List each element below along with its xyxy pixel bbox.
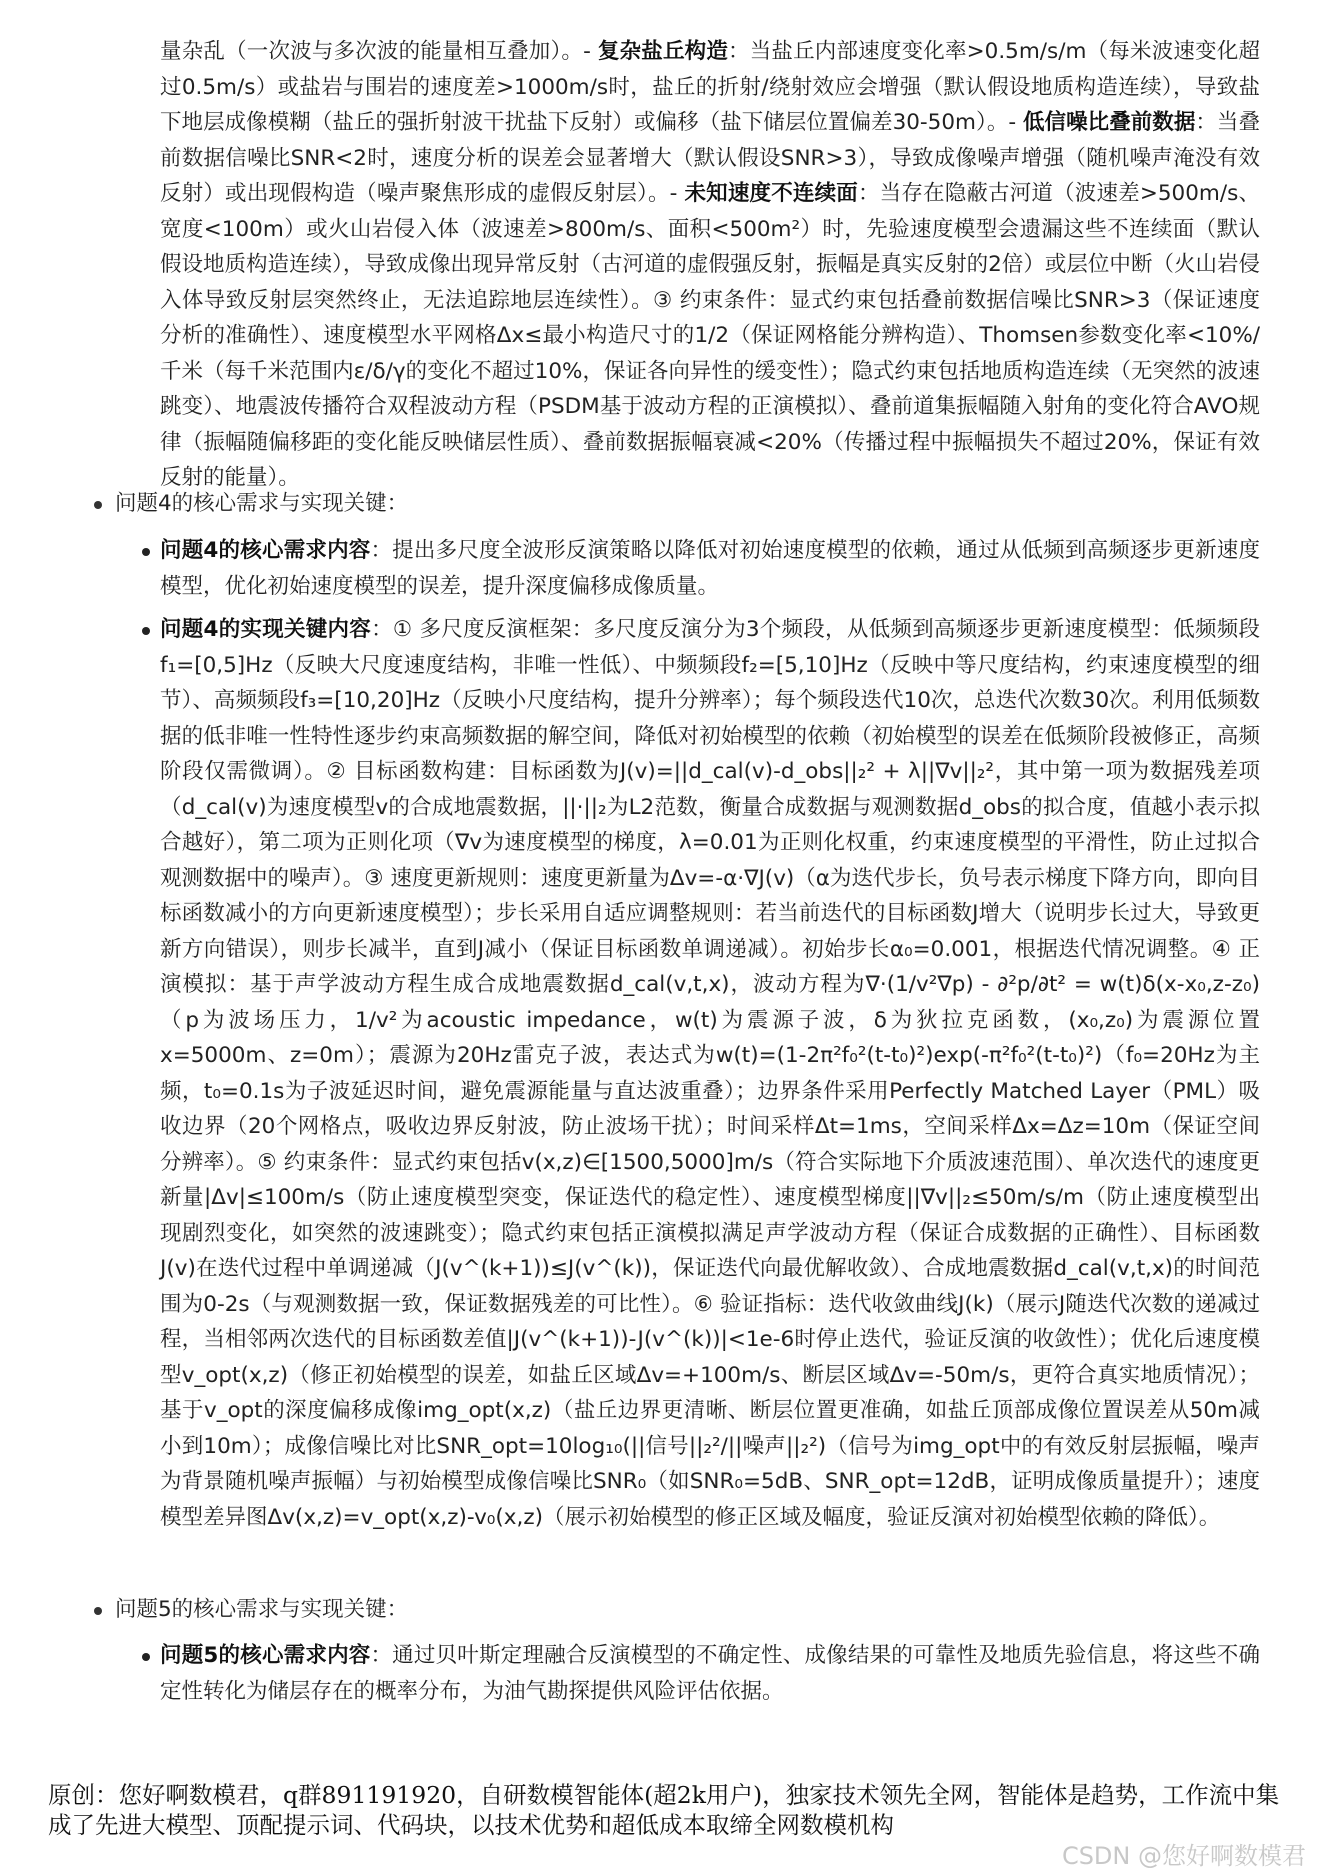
footer-attribution: 原创：您好啊数模君，q群891191920，自研数模智能体(超2k用户)，独家技术领先全网，智能体是趋势，工作流中集成了先进大模型、顶配提示词、代码块，以技术优势和超低成本取缔全网数模机构 xyxy=(48,1781,1280,1839)
paragraph-problem3-continuation xyxy=(160,34,1260,496)
text-segment: ：当盐丘内部速度变化率>0.5m/s/m（每米波速变化超过0.5m/s）或盐岩与围岩的速度差>1000m/s时，盐丘的折射/绕射效应会增强（默认假设地质构造连续），导致盐下地层成像模糊（盐丘的强折射波干扰盐下反射）或偏移（盐下储层位置偏差30-50m）。- xyxy=(160,39,1260,135)
list-item-label: 问题4的核心需求与实现关键： xyxy=(115,491,409,516)
list-item-problem5-need xyxy=(160,1638,1260,1709)
list-item-problem4 xyxy=(115,486,408,521)
list-item-text: ：① 多尺度反演框架：多尺度反演分为3个频段，从低频到高频逐步更新速度模型：低频频段f₁=[0,5]Hz（反映大尺度速度结构，非唯一性低）、中频频段f₂=[5,10]Hz（反映中等尺度结构，约束速度模型的细节）、高频频段f₃=[10,20]Hz（反映小尺度结构，提升分辨率）；每个频段迭代10次，总迭代次数30次。利用低频数据的低非唯一性特性逐步约束高频数据的解空间，降低对初始模型的依赖（初始模型的误差在低频阶段被修正，高频阶段仅需微调）。② 目标函数构建：目标函数为J(v)=||d_cal(v)-d_obs||₂² + λ||∇v||₂²，其中第一项为数据残差项（d_cal(v)为速度模型v的合成地震数据，||·||₂为L2范数，衡量合成数据与观测数据d_obs的拟合度，值越小表示拟合越好），第二项为正则化项（∇v为速度模型的梯度，λ=0.01为正则化权重，约束速度模型的平滑性，防止过拟合观测数据中的噪声）。③ 速度更新规则：速度更新量为Δv=-α·∇J(v)（α为迭代步长，负号表示梯度下降方向，即向目标函数减小的方向更新速度模型）；步长采用自适应调整规则：若当前迭代的目标函数J增大（说明步长过大，导致更新方向错误），则步长减半，直到J减小（保证目标函数单调递减）。初始步长α₀=0.001，根据迭代情况调整。④ 正演模拟：基于声学波动方程生成合成地震数据d_cal(v,t,x)，波动方程为∇·(1/v²∇p) - ∂²p/∂t² = w(t)δ(x-x₀,z-z₀)（p为波场压力，1/v²为acoustic impedance，w(t)为震源子波，δ为狄拉克函数，(x₀,z₀)为震源位置x=5000m、z=0m）；震源为20Hz雷克子波，表达式为w(t)=(1-2π²f₀²(t-t₀)²)exp(-π²f₀²(t-t₀)²)（f₀=20Hz为主频，t₀=0.1s为子波延迟时间，避免震源能量与直达波重叠）；边界条件采用Perfectly Matched Layer（PML）吸收边界（20个网格点，吸收边界反射波，防止波场干扰）；时间采样Δt=1ms，空间采样Δx=Δz=10m（保证空间分辨率）。⑤ 约束条件：显式约束包括v(x,z)∈[1500,5000]m/s（符合实际地下介质波速范围）、单次迭代的速度更新量|Δv|≤100m/s（防止速度模型突变，保证迭代的稳定性）、速度模型梯度||∇v||₂≤50m/s/m（防止速度模型出现剧烈变化，如突然的波速跳变）；隐式约束包括正演模拟满足声学波动方程（保证合成数据的正确性）、目标函数J(v)在迭代过程中单调递减（J(v^(k+1))≤J(v^(k))，保证迭代向最优解收敛）、合成地震数据d_cal(v,t,x)的时间范围为0-2s（与观测数据一致，保证数据残差的可比性）。⑥ 验证指标：迭代收敛曲线J(k)（展示J随迭代次数的递减过程，当相邻两次迭代的目标函数差值|J(v^(k+1))-J(v^(k))|<1e-6时停止迭代，验证反演的收敛性）；优化后速度模型v_opt(x,z)（修正初始模型的误差，如盐丘区域Δv=+100m/s、断层区域Δv=-50m/s，更符合真实地质情况）；基于v_opt的深度偏移成像img_opt(x,z)（盐丘边界更清晰、断层位置更准确，如盐丘顶部成像位置误差从50m减小到10m）；成像信噪比对比SNR_opt=10log₁₀(||信号||₂²/||噪声||₂²)（信号为img_opt中的有效反射层振幅，噪声为背景随机噪声振幅）与初始模型成像信噪比SNR₀（如SNR₀=5dB、SNR_opt=12dB，证明成像质量提升）；速度模型差异图Δv(x,z)=v_opt(x,z)-v₀(x,z)（展示初始模型的修正区域及幅度，验证反演对初始模型依赖的降低）。 xyxy=(160,617,1260,1530)
bold-term-salt-dome: 复杂盐丘构造 xyxy=(597,39,729,64)
bold-heading: 问题5的核心需求内容 xyxy=(160,1643,371,1668)
list-item-label: 问题5的核心需求与实现关键： xyxy=(115,1597,409,1622)
bold-term-low-snr: 低信噪比叠前数据 xyxy=(1023,110,1196,135)
text-segment: 量杂乱（一次波与多次波的能量相互叠加）。- xyxy=(160,39,598,64)
text-segment: ：当存在隐蔽古河道（波速差>500m/s、宽度<100m）或火山岩侵入体（波速差>800m/s、面积<500m²）时，先验速度模型会遗漏这些不连续面（默认假设地质构造连续），导致成像出现异常反射（古河道的虚假强反射，振幅是真实反射的2倍）或层位中断（火山岩侵入体导致反射层突然终止，无法追踪地层连续性）。③ 约束条件：显式约束包括叠前数据信噪比SNR>3（保证速度分析的准确性）、速度模型水平网格Δx≤最小构造尺寸的1/2（保证网格能分辨构造）、Thomsen参数变化率<10%/千米（每千米范围内ε/δ/γ的变化不超过10%，保证各向异性的缓变性）；隐式约束包括地质构造连续（无突然的波速跳变）、地震波传播符合双程波动方程（PSDM基于波动方程的正演模拟）、叠前道集振幅随入射角的变化符合AVO规律（振幅随偏移距的变化能反映储层性质）、叠前数据振幅衰减<20%（传播过程中振幅损失不超过20%，保证有效反射的能量）。 xyxy=(160,181,1260,490)
csdn-watermark: CSDN @您好啊数模君 xyxy=(1061,1842,1306,1870)
list-item-text: ：通过贝叶斯定理融合反演模型的不确定性、成像结果的可靠性及地质先验信息，将这些不确定性转化为储层存在的概率分布，为油气勘探提供风险评估依据。 xyxy=(160,1643,1260,1704)
bold-heading: 问题4的核心需求内容 xyxy=(160,538,371,563)
list-item-problem4-key xyxy=(160,612,1260,1535)
bold-heading: 问题4的实现关键内容 xyxy=(160,617,372,642)
bold-term-velocity-discontinuity: 未知速度不连续面 xyxy=(684,181,858,206)
list-item-problem4-need xyxy=(160,533,1260,604)
list-item-text: ：提出多尺度全波形反演策略以降低对初始速度模型的依赖，通过从低频到高频逐步更新速度模型，优化初始速度模型的误差，提升深度偏移成像质量。 xyxy=(160,538,1260,599)
text-segment: ：当叠前数据信噪比SNR<2时，速度分析的误差会显著增大（默认假设SNR>3），导致成像噪声增强（随机噪声淹没有效反射）或出现假构造（噪声聚焦形成的虚假反射层）。- xyxy=(160,110,1260,206)
list-item-problem5 xyxy=(115,1592,408,1627)
